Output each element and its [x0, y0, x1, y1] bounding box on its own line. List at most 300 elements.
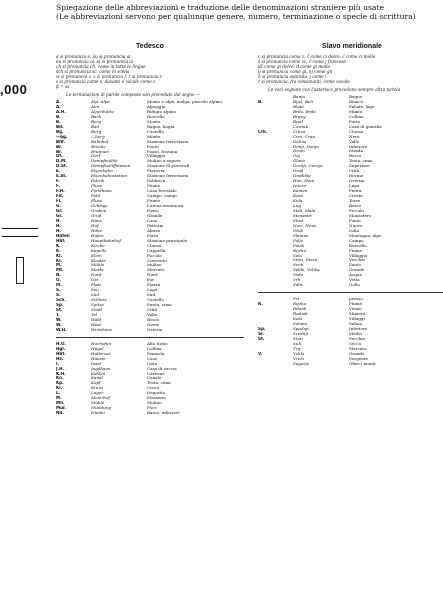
pronunciation-note: dž come gi dolce; đ come gi molle	[258, 64, 330, 69]
table-cell-abbr: D.M.	[56, 159, 67, 164]
table-cell-abbr: E.St.	[56, 174, 67, 179]
table-cell-meaning: Cappella	[147, 248, 166, 253]
table-cell-word: Kamen	[293, 189, 308, 194]
table-cell-word: Süd	[91, 293, 100, 298]
table-cell-word: Nieder	[91, 411, 106, 416]
table-cell-abbr: T.	[56, 312, 60, 317]
table-cell-meaning: Mulino	[147, 263, 162, 268]
divider	[258, 292, 443, 293]
table-cell-abbr: H.	[56, 218, 61, 223]
table-cell-meaning: Campo	[349, 238, 364, 243]
table-cell-meaning: Montagna, alpe	[349, 233, 382, 238]
table-cell-word: Kloster	[91, 258, 106, 263]
table-cell-meaning: Mulino a vapore	[147, 159, 181, 164]
table-cell-meaning: Inferiore	[349, 326, 368, 331]
table-cell-meaning: Vecchio	[349, 336, 365, 341]
table-cell-meaning: Lago	[147, 288, 158, 293]
table-cell-word: Kanal	[91, 376, 103, 381]
table-cell-meaning: Fattoria	[147, 223, 164, 228]
header-subtitle: (Le abbreviazioni servono per qualunque genere, numero, terminazione o specie di scrittura)	[56, 12, 416, 21]
table-cell-word: Stari	[293, 336, 304, 341]
table-cell-meaning: Ponte	[349, 218, 361, 223]
table-cell-abbr: A.H.	[56, 109, 66, 114]
table-cell-meaning: Alto forno	[147, 341, 168, 346]
table-cell-meaning: Mercato	[349, 346, 367, 351]
pronunciation-note: w si pronuncia v, v si pronuncia f, z si pronuncia z	[56, 74, 162, 79]
pronunciation-note: sch si pronuncia sc, come in scena	[56, 69, 130, 74]
table-cell-word: Jagdhaus	[91, 366, 111, 371]
table-cell-abbr: Gr.	[56, 213, 63, 218]
table-cell-abbr: Kl.	[56, 258, 63, 263]
table-cell-word: Alp, Alpe	[91, 100, 110, 104]
table-cell-abbr: Fd.	[56, 194, 64, 199]
table-cell-word: Jezero	[293, 184, 307, 189]
table-cell-meaning: Foce	[147, 406, 157, 411]
table-cell-meaning: Monte	[147, 134, 161, 139]
table-cell-meaning: Piazza	[147, 283, 161, 288]
table-cell-abbr: G.	[56, 204, 61, 209]
table-cell-abbr: K.	[56, 248, 61, 253]
table-cell-abbr: Kn.	[56, 376, 64, 381]
table-cell-word: Kreuz	[91, 386, 104, 391]
table-cell-abbr: Hbf.	[56, 238, 66, 243]
table-cell-meaning: Basso, inferiore	[147, 411, 180, 416]
table-cell-meaning: Ruscello	[147, 114, 165, 119]
table-cell-word: —berg	[91, 134, 105, 139]
table-cell-meaning: Fiume	[147, 184, 161, 189]
table-cell-word: Solana	[293, 321, 308, 326]
pronunciation-note: š si pronuncia come sc; ž come j francese	[258, 59, 346, 64]
table-cell-word: Brdo, Brda	[293, 109, 316, 114]
table-cell-word: Kapelle	[91, 248, 107, 253]
table-cell-word: Nord	[91, 273, 102, 278]
table-cell-abbr: Hs.	[56, 356, 64, 361]
table-cell-abbr: J.H.	[56, 366, 65, 371]
table-cell-meaning: Vivaio	[349, 307, 362, 312]
table-cell-meaning: Città	[147, 308, 158, 313]
table-cell-meaning: Osteria	[349, 179, 365, 184]
table-cell-word: Bijel, Beli	[293, 99, 313, 104]
table-cell-meaning: Ruscello	[349, 243, 367, 248]
table-cell-meaning: Salina	[349, 321, 362, 326]
table-cell-word: Hochofen	[91, 341, 112, 346]
table-cell-abbr: Kl.	[56, 253, 63, 258]
table-cell-word: Feld	[91, 194, 100, 199]
table-cell-word: Vrh	[293, 278, 301, 283]
table-cell-word: Haus	[91, 218, 102, 223]
table-cell-word: Hafen	[91, 233, 104, 238]
table-cell-abbr: M.	[56, 396, 62, 401]
table-cell-word: Grad	[293, 169, 304, 174]
table-cell-word: Han, Hani	[293, 179, 315, 184]
table-cell-meaning: Testa, cima	[349, 159, 373, 164]
table-cell-word: Klein	[91, 253, 102, 258]
table-cell-word: Burg	[91, 129, 102, 134]
table-cell-abbr: L.	[56, 391, 61, 396]
table-cell-meaning: Pietra	[349, 189, 362, 194]
table-cell-meaning: Valle	[147, 312, 158, 317]
table-cell-meaning: Pozzo, fontana	[147, 149, 178, 154]
table-cell-word: Dampfmühle	[91, 159, 118, 164]
table-cell-abbr: Crk.	[258, 129, 268, 134]
german-abbreviation-table-2	[56, 342, 244, 416]
table-cell-meaning: Torre	[349, 199, 361, 204]
pronunciation-note: c si pronuncia come z; č come ci dolce; ć come ci molle	[258, 54, 376, 59]
table-cell-word: Fabrik	[91, 179, 105, 184]
table-cell-word: Hof	[91, 223, 99, 228]
table-cell-word: Pri	[293, 297, 300, 302]
table-cell-word: Kopf	[91, 381, 101, 386]
table-cell-abbr: M.	[56, 263, 62, 268]
table-cell-meaning: Vetta	[349, 278, 360, 283]
table-cell-word: Dolina	[293, 139, 307, 144]
table-cell-meaning: Bianco	[349, 99, 364, 104]
table-cell-meaning: Convento	[147, 258, 167, 263]
table-cell-abbr: V.	[258, 351, 263, 356]
table-cell-word: Lager	[91, 391, 104, 396]
table-cell-word: Drum	[293, 149, 305, 154]
table-cell-word: Otok	[293, 228, 303, 233]
table-cell-meaning: Fabbrica	[147, 179, 166, 184]
table-cell-word: Hauptbahnhof	[91, 238, 121, 243]
table-cell-word: Rijeka	[293, 248, 307, 253]
table-cell-word: Kirche	[91, 243, 105, 248]
table-cell-meaning: Fiume	[349, 302, 363, 307]
table-cell-word: Trg	[293, 346, 301, 351]
slavic-column	[258, 42, 443, 367]
table-cell-meaning: Altura	[147, 228, 160, 233]
table-cell-word: Rudnik	[293, 312, 308, 317]
table-cell-meaning: Deposito	[147, 391, 166, 396]
table-cell-abbr	[258, 362, 291, 367]
table-cell-abbr: E.	[56, 169, 61, 174]
table-cell-meaning: Canale	[147, 376, 162, 381]
german-terms-note: Le terminazioni di parole composte son precedute dal segno —	[66, 92, 201, 97]
table-cell-abbr: H.	[56, 228, 61, 233]
table-cell-abbr: F.	[56, 184, 60, 189]
table-cell-meaning: Miniera	[349, 312, 366, 317]
table-cell-word: Brücke	[91, 144, 106, 149]
table-cell-meaning: Bagno	[349, 95, 363, 99]
table-cell-meaning: Città	[349, 169, 360, 174]
table-cell-word: Novi, Nova	[293, 223, 317, 228]
table-cell-word: Veliki	[293, 351, 305, 356]
table-cell-meaning: Monte e alpe, malga, pascolo alpino	[147, 100, 222, 104]
table-cell-word: Kula	[293, 199, 303, 204]
margin-rule	[2, 228, 38, 229]
table-cell-meaning: Porto	[349, 119, 361, 124]
table-cell-abbr: R.	[258, 302, 263, 307]
table-cell-word: Most	[293, 218, 304, 223]
table-cell-meaning: Rovine	[349, 174, 364, 179]
table-cell-meaning: Ferrovia	[147, 169, 165, 174]
table-cell-meaning: Villaggio	[147, 154, 166, 159]
pronunciation-note: lj si pronuncia come gl, nj come gn	[258, 69, 333, 74]
table-cell-word: Crkva	[293, 129, 306, 134]
table-cell-meaning: Catena montuosa	[147, 204, 184, 209]
table-cell-abbr	[258, 283, 291, 288]
table-cell-meaning: Fiume	[147, 199, 161, 204]
table-cell-meaning: Campo, campi	[147, 194, 177, 199]
table-cell-meaning: Cresta	[349, 194, 363, 199]
table-cell-meaning: Superiore	[349, 164, 370, 169]
table-cell-abbr: Kr.	[56, 386, 63, 391]
table-cell-meaning: Villaggi	[349, 316, 365, 321]
table-cell-word: Bad	[91, 124, 100, 129]
table-cell-abbr: Pl.	[56, 283, 62, 288]
table-cell-meaning: Bagno, bagni	[147, 124, 175, 129]
table-cell-abbr: F.	[56, 179, 60, 184]
table-cell-word: Höhe	[91, 228, 103, 233]
table-cell-word: Glava	[293, 159, 305, 164]
table-cell-abbr: B.	[258, 99, 263, 104]
table-cell-meaning: Isola	[147, 361, 157, 366]
slavic-title: Slavo meridionale	[322, 43, 382, 50]
table-cell-meaning: Grande	[349, 268, 365, 273]
table-cell-word: Selo	[293, 253, 303, 258]
table-cell-meaning: Strada	[349, 149, 363, 154]
table-cell-abbr: Hafen	[56, 233, 70, 238]
table-cell-meaning: Golfo	[349, 283, 361, 288]
table-cell-word: Eisenbahn	[91, 169, 113, 174]
table-cell-meaning: Bosco	[349, 154, 362, 159]
table-cell-meaning: Grande	[147, 213, 163, 218]
table-cell-abbr: F.H.	[56, 189, 65, 194]
table-cell-meaning: Inferiore	[349, 144, 368, 149]
table-cell-meaning: Villaggio	[349, 253, 368, 258]
slavic-terms-note: Le voci segnate con l'asterisco precedono sempre altra parola	[268, 87, 401, 92]
table-cell-word: Brijeg	[293, 114, 306, 119]
table-cell-meaning: Testa, cima	[147, 381, 171, 386]
table-cell-meaning: Medio	[349, 331, 363, 336]
table-cell-meaning: presso	[349, 297, 363, 302]
table-cell-word: Wirtshaus	[91, 327, 112, 332]
table-cell-word: Häuser	[91, 356, 107, 361]
table-cell-word: Mühle	[91, 263, 105, 268]
table-cell-abbr: Sp.	[258, 326, 266, 331]
margin-number: ,000	[0, 82, 28, 97]
table-cell-meaning: Oltre i monti	[349, 361, 376, 366]
table-cell-abbr: Bd.	[56, 124, 64, 129]
table-cell-meaning: Stazione ferroviaria	[147, 139, 189, 144]
table-cell-meaning: Sorgente	[349, 356, 368, 361]
table-cell-word: Gebirge	[91, 204, 108, 209]
table-cell-meaning: Collina	[349, 114, 364, 119]
table-cell-abbr: Gr.	[56, 208, 63, 213]
pronunciation-note: h si pronuncia aspirata; j come i	[258, 74, 327, 79]
table-cell-meaning: Carbone	[147, 371, 165, 376]
table-cell-word: Halbinsel	[91, 351, 111, 356]
table-cell-word: Kosa	[293, 194, 303, 199]
margin-rule	[2, 236, 38, 237]
table-cell-abbr: A.	[56, 104, 61, 109]
table-cell-meaning: Mulino	[147, 401, 162, 406]
table-cell-meaning: Osteria	[147, 327, 163, 332]
table-cell-word: Schloss	[91, 298, 107, 303]
pronunciation-note: eu si pronuncia oi, ei si pronuncia ai	[56, 59, 134, 64]
table-cell-word: Čardak	[293, 124, 309, 129]
table-cell-meaning: Castello	[147, 129, 164, 134]
table-cell-word: Polje	[293, 238, 304, 243]
table-cell-abbr: Df.	[56, 154, 63, 159]
table-cell-abbr: B.	[56, 114, 61, 119]
table-cell-word: Dorf	[91, 154, 101, 159]
table-cell-word: Alm	[91, 104, 100, 109]
table-cell-meaning: Masseria	[147, 396, 166, 401]
table-cell-word: Insel	[91, 361, 102, 366]
table-cell-word: Mühle	[91, 401, 105, 406]
table-cell-abbr: K.H.	[56, 371, 66, 376]
table-cell-meaning: Lago	[349, 184, 360, 189]
table-cell-abbr: W.	[56, 317, 62, 322]
table-cell-word: Dampfschiffstation	[91, 164, 131, 169]
table-cell-meaning: Monastero	[349, 213, 372, 218]
table-cell-abbr: Hbt.	[56, 351, 66, 356]
table-cell-abbr: D.St.	[56, 164, 68, 169]
table-cell-meaning: Rifugio alpino	[147, 109, 177, 114]
table-cell-abbr: Sr.	[258, 331, 264, 336]
table-cell-word: Fluss	[91, 184, 102, 189]
table-cell-word: Mündung	[91, 406, 111, 411]
table-cell-abbr: H.O.	[56, 341, 66, 346]
table-cell-abbr: A.	[56, 100, 61, 104]
table-cell-abbr: W.	[56, 322, 62, 327]
table-cell-meaning: Case	[147, 356, 158, 361]
table-cell-meaning: Chiesa	[349, 129, 364, 134]
table-cell-word: Stari, Stara	[293, 258, 318, 263]
table-cell-abbr: S.	[56, 288, 61, 293]
german-pronunciation-notes	[56, 54, 244, 89]
table-cell-word: Alpenhütte	[91, 109, 114, 114]
table-cell-meaning: Ovest	[147, 322, 159, 327]
table-cell-meaning: Castello	[147, 298, 164, 303]
table-cell-meaning: Monte	[147, 119, 161, 124]
table-cell-meaning: Est	[147, 278, 154, 283]
table-cell-meaning: Fosso	[147, 208, 159, 213]
table-cell-meaning: Nero	[349, 134, 360, 139]
table-cell-meaning: Grande	[349, 351, 365, 356]
table-cell-abbr: Bg.	[56, 129, 64, 134]
table-cell-meaning: Mercato	[147, 268, 165, 273]
slavic-abbreviation-table-2	[258, 297, 443, 366]
table-cell-word: Markt	[91, 268, 104, 273]
table-cell-meaning: Casa di guardia	[349, 124, 382, 129]
table-cell-meaning: Alpeggio	[147, 104, 166, 109]
table-cell-abbr: B.	[56, 119, 61, 124]
table-cell-word: Stadt	[91, 308, 103, 313]
table-cell-abbr: Sp.	[56, 303, 64, 308]
table-cell-word: Mali, Mala	[293, 208, 316, 213]
table-cell-abbr: Fl.	[56, 199, 62, 204]
table-cell-meaning: Nuovo	[349, 223, 363, 228]
table-cell-abbr: St.	[56, 308, 63, 313]
pronunciation-note: ch si pronuncia ch, come in tutte le lingue	[56, 64, 146, 69]
table-cell-meaning: Monte	[349, 109, 363, 114]
table-cell-word: Forsthaus	[91, 189, 112, 194]
table-cell-word: Sveti	[293, 263, 304, 268]
table-cell-meaning: Chiesa	[147, 243, 162, 248]
pronunciation-note: r si pronuncia, fra consonanti, come vocale	[258, 79, 350, 84]
table-cell-abbr: Bhf.	[56, 139, 66, 144]
table-cell-word: Spodnji	[293, 326, 309, 331]
table-cell-abbr: K.	[56, 243, 61, 248]
header-title: Spiegazione delle abbreviazioni e traduzione delle denominazioni straniere più usate	[56, 3, 384, 12]
table-cell-meaning: Secco	[349, 341, 362, 346]
table-cell-word: Potok	[293, 243, 305, 248]
table-cell-word: West	[91, 322, 102, 327]
slavic-pronunciation-notes	[258, 54, 443, 84]
table-cell-word: Planina	[293, 233, 309, 238]
table-cell-abbr: W.H.	[56, 327, 67, 332]
table-cell-abbr: Sch.	[56, 298, 66, 303]
table-cell-word: Spitze	[91, 303, 104, 308]
table-cell-abbr: O.	[56, 278, 61, 283]
table-cell-meaning: Sud	[147, 293, 156, 298]
table-cell-meaning: Bosco	[349, 203, 362, 208]
table-cell-word: Veliki, Velika	[293, 268, 320, 273]
table-cell-word: Gradište	[293, 174, 311, 179]
table-cell-word: Gaj	[293, 154, 300, 159]
table-cell-meaning: Porto	[147, 233, 159, 238]
table-cell-abbr: I.	[56, 361, 60, 366]
table-cell-word: Tal	[91, 312, 98, 317]
table-cell-meaning: Isola	[349, 228, 359, 233]
pronunciation-note: s si pronuncia come s, davanti a vocale come z	[56, 79, 156, 84]
german-title: Tedesco	[136, 43, 164, 50]
table-cell-word: Ribnik	[293, 307, 307, 312]
table-cell-word: Hügel	[91, 346, 104, 351]
table-cell-meaning: Palude, lago	[349, 104, 375, 109]
table-cell-abbr: Mh.	[56, 401, 65, 406]
table-cell-word: Ost	[91, 278, 99, 283]
table-cell-word: Groß	[91, 213, 102, 218]
table-cell-word: Zaliv	[293, 283, 304, 288]
table-cell-word: Meierhof	[91, 396, 110, 401]
table-cell-word: Bach	[91, 114, 102, 119]
table-cell-meaning: Fiume	[349, 248, 363, 253]
table-cell-meaning: Stazione ferroviaria	[147, 174, 189, 179]
table-cell-meaning: Croce	[147, 386, 160, 391]
table-cell-word: Kohlen	[91, 371, 106, 376]
table-cell-meaning: Piccolo	[349, 208, 364, 213]
table-cell-word: Eisenbahnstation	[91, 174, 128, 179]
table-cell-word: Blato	[293, 104, 304, 109]
table-cell-word: See	[91, 288, 99, 293]
table-cell-word: Crni, Crna	[293, 134, 315, 139]
table-cell-meaning: Collina	[147, 346, 162, 351]
table-cell-abbr: Hgl.	[56, 346, 66, 351]
table-cell-word: Vrelo	[293, 356, 305, 361]
table-cell-word: Manastir	[293, 213, 312, 218]
table-cell-word: Bahnhof	[91, 139, 109, 144]
table-cell-word: Fluss	[91, 199, 102, 204]
table-cell-meaning: Santo	[349, 263, 361, 268]
table-cell-meaning: Vecchio	[349, 258, 365, 263]
table-cell-word: Suh	[293, 341, 302, 346]
table-cell-word: Brunnen	[91, 149, 109, 154]
table-cell-word: Zagorje	[293, 361, 310, 366]
table-cell-abbr: S.	[56, 293, 61, 298]
table-cell-abbr: —bg.	[56, 134, 68, 139]
table-cell-word: Donji, Donja	[293, 144, 319, 149]
margin-box	[16, 257, 24, 284]
table-cell-word: Berg	[91, 119, 102, 124]
divider	[56, 337, 244, 338]
table-cell-meaning: Penisola	[147, 351, 165, 356]
table-cell-meaning: Valle	[349, 139, 360, 144]
table-cell-word: Wald	[91, 317, 102, 322]
table-cell-word: Sela	[293, 316, 302, 321]
